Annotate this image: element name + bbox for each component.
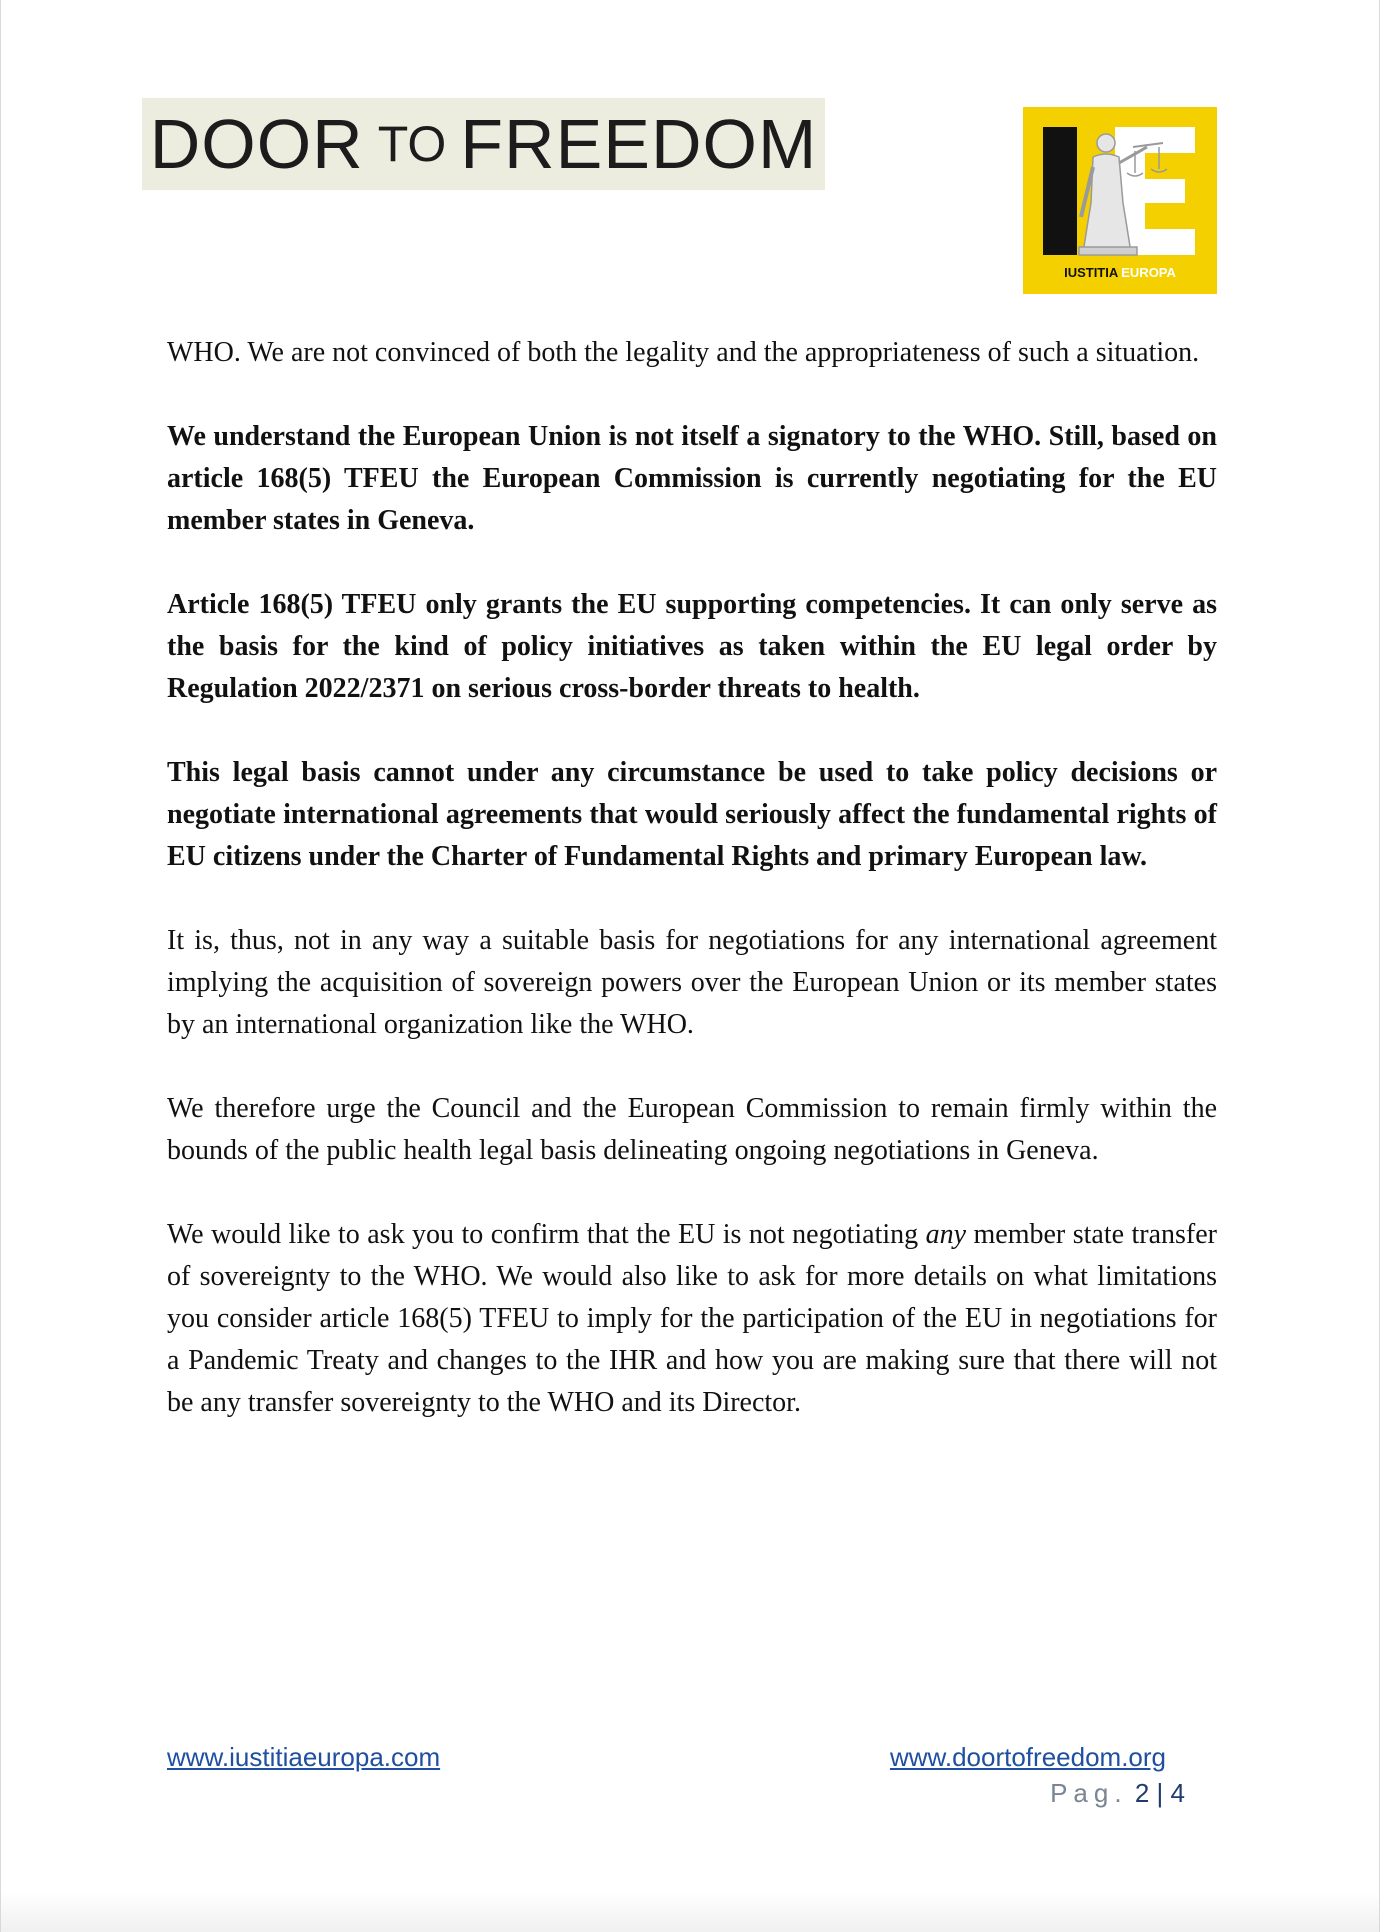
iustitia-europa-logo [1023,107,1217,294]
letter-body [167,332,1217,1466]
logo-word-door: DOOR [149,105,364,183]
ie-logo-caption [1023,265,1217,280]
logo-word-freedom: FREEDOM [460,105,818,183]
logo-word-to: TO [377,116,447,172]
paragraph-5: It is, thus, not in any way a suitable basis for negotiations for any international agreement implying the acquisition of sovereign powers over the European Union or its member states by an international organization like the WHO. [167,925,1217,1040]
ie-caption-europa: EUROPA [1121,265,1176,280]
paragraph-7-part-2: member state transfer of sovereignty to the WHO. We would also like to ask for more details on what limitations you consider article 168(5) TFEU to imply for the participation of the EU in negotiations for a Pandemic Treaty and changes to the IHR and how you are making sure that there will not be any transfer sovereignty to the WHO and its Director. [167,1219,1218,1418]
page-separator: | [1156,1778,1164,1808]
paragraph-3: Article 168(5) TFEU only grants the EU supporting competencies. It can only serve as the basis for the kind of policy initiatives as taken within the EU legal order by Regulation 2022/2371 on serious cross-border threats to health. [167,589,1217,704]
page-total: 4 [1170,1778,1185,1808]
paragraph-2: We understand the European Union is not itself a signatory to the WHO. Still, based on article 168(5) TFEU the European Commission is currently negotiating for the EU member states in Geneva. [167,421,1217,536]
page-current: 2 [1134,1778,1150,1808]
page-label: Pag. [1050,1778,1128,1808]
page-number [1050,1778,1185,1809]
paragraph-6: We therefore urge the Council and the European Commission to remain firmly within the bounds of the public health legal basis delineating ongoing negotiations in Geneva. [167,1093,1217,1166]
ie-caption-iustitia: IUSTITIA [1064,265,1119,280]
iustitia-europa-link[interactable]: www.iustitiaeuropa.com [167,1742,441,1772]
paragraph-1: WHO. We are not convinced of both the legality and the appropriateness of such a situation. [167,337,1200,368]
door-to-freedom-logo [142,98,825,190]
page-bottom-edge [1,1892,1379,1932]
door-to-freedom-link[interactable]: www.doortofreedom.org [889,1742,1166,1772]
paragraph-7-part-1: We would like to ask you to confirm that the EU is not negotiating [167,1219,926,1250]
paragraph-7-emphasis: any [925,1219,967,1250]
paragraph-7 [167,1214,1217,1424]
paragraph-4: This legal basis cannot under any circumstance be used to take policy decisions or negotiate international agreements that would seriously affect the fundamental rights of EU citizens under the Charter of Fundamental Rights and primary European law. [167,757,1217,872]
